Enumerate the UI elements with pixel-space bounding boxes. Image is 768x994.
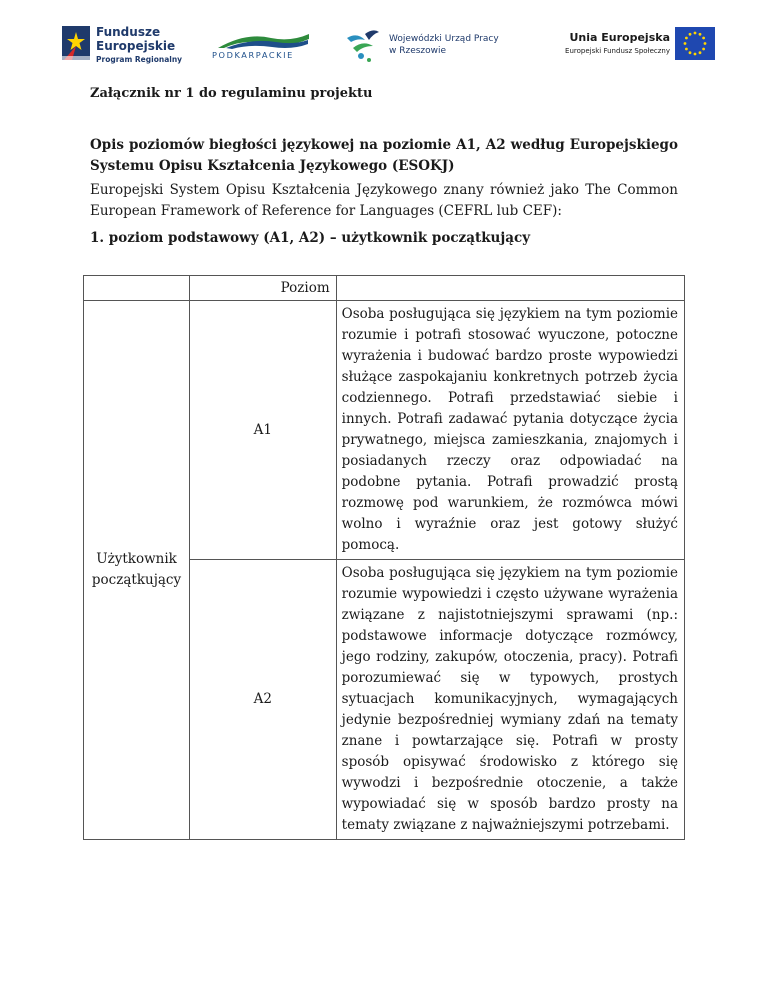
intro-paragraph: Europejski System Opisu Kształcenia Językowego znany również jako The Common European Framework of Reference for Languages (CEFRL lub CEF):: [90, 182, 678, 219]
wup-line2: w Rzeszowie: [389, 46, 447, 56]
header-empty-cell: [84, 276, 190, 301]
annex-title: Załącznik nr 1 do regulaminu projektu: [90, 86, 373, 101]
level-cell: [190, 560, 337, 840]
level-code: A1: [253, 421, 273, 438]
table-header-row: [84, 276, 685, 301]
level-cell: [190, 301, 337, 560]
group-label-cell: [84, 301, 190, 840]
header-level-cell: Poziom: [190, 276, 337, 301]
document-heading: Opis poziomów biegłości językowej na poziomie A1, A2 według Europejskiego Systemu Opisu Kształcenia Językowego (ESOKJ): [90, 137, 678, 174]
level-title: 1. poziom podstawowy (A1, A2) – użytkownik początkujący: [90, 230, 531, 246]
podkarpackie-text: PODKARPACKIE: [212, 50, 294, 60]
fundusze-europejskie-logo: [60, 24, 200, 70]
fundusze-line2: Europejskie: [96, 39, 176, 53]
eu-line2: Europejski Fundusz Społeczny: [565, 47, 670, 55]
podkarpackie-logo: [208, 24, 318, 70]
logo-header: [60, 24, 715, 70]
mountains-icon: [216, 30, 311, 50]
eu-logo: [538, 24, 715, 70]
level-code: A2: [253, 691, 273, 707]
fundusze-star-icon: [62, 26, 90, 60]
fundusze-line3: Program Regionalny: [96, 55, 183, 64]
header-desc-cell: [336, 276, 684, 301]
eu-line1: Unia Europejska: [569, 31, 670, 44]
levels-table: [83, 275, 685, 840]
group-label: Użytkownik początkujący: [91, 551, 182, 588]
wup-bird-icon: [343, 26, 383, 66]
fundusze-line1: Fundusze: [96, 25, 161, 39]
wup-line1: Wojewódzki Urząd Pracy: [389, 34, 499, 44]
eu-flag-icon: [675, 27, 715, 60]
description-cell: Osoba posługująca się językiem na tym poziomie rozumie wypowiedzi i często używane wyrażenia związane z najistotniejszymi sprawami (np.: podstawowe informacje dotyczące rozmówcy, jego rodziny, zakupów, otoczenia, pracy). Potrafi porozumiewać się w typowych, prostych sytuacjach komunikacyjnych, wymagających jedynie bezpośredniej wymiany zdań na tematy znane i powtarzające się. Potrafi w prosty sposób opisywać środowisko z którego się wywodzi i bezpośrednie otoczenie, a także wypowiadać się w sposób bardzo prosty na tematy związane z najważniejszymi potrzebami.: [336, 560, 684, 840]
wup-logo: [343, 24, 523, 70]
description-cell: Osoba posługująca się językiem na tym poziomie rozumie i potrafi stosować wyuczone, potoczne wyrażenia i budować bardzo proste wypowiedzi służące zaspokajaniu konkretnych potrzeb życia codziennego. Potrafi przedstawiać siebie i innych. Potrafi zadawać pytania dotyczące życia prywatnego, miejsca zamieszkania, znajomych i posiadanych rzeczy oraz odpowiadać na podobne pytania. Potrafi prowadzić prostą rozmowę pod warunkiem, że rozmówca mówi wolno i wyraźnie oraz jest gotowy służyć pomocą.: [336, 301, 684, 560]
table-row: [84, 301, 685, 560]
